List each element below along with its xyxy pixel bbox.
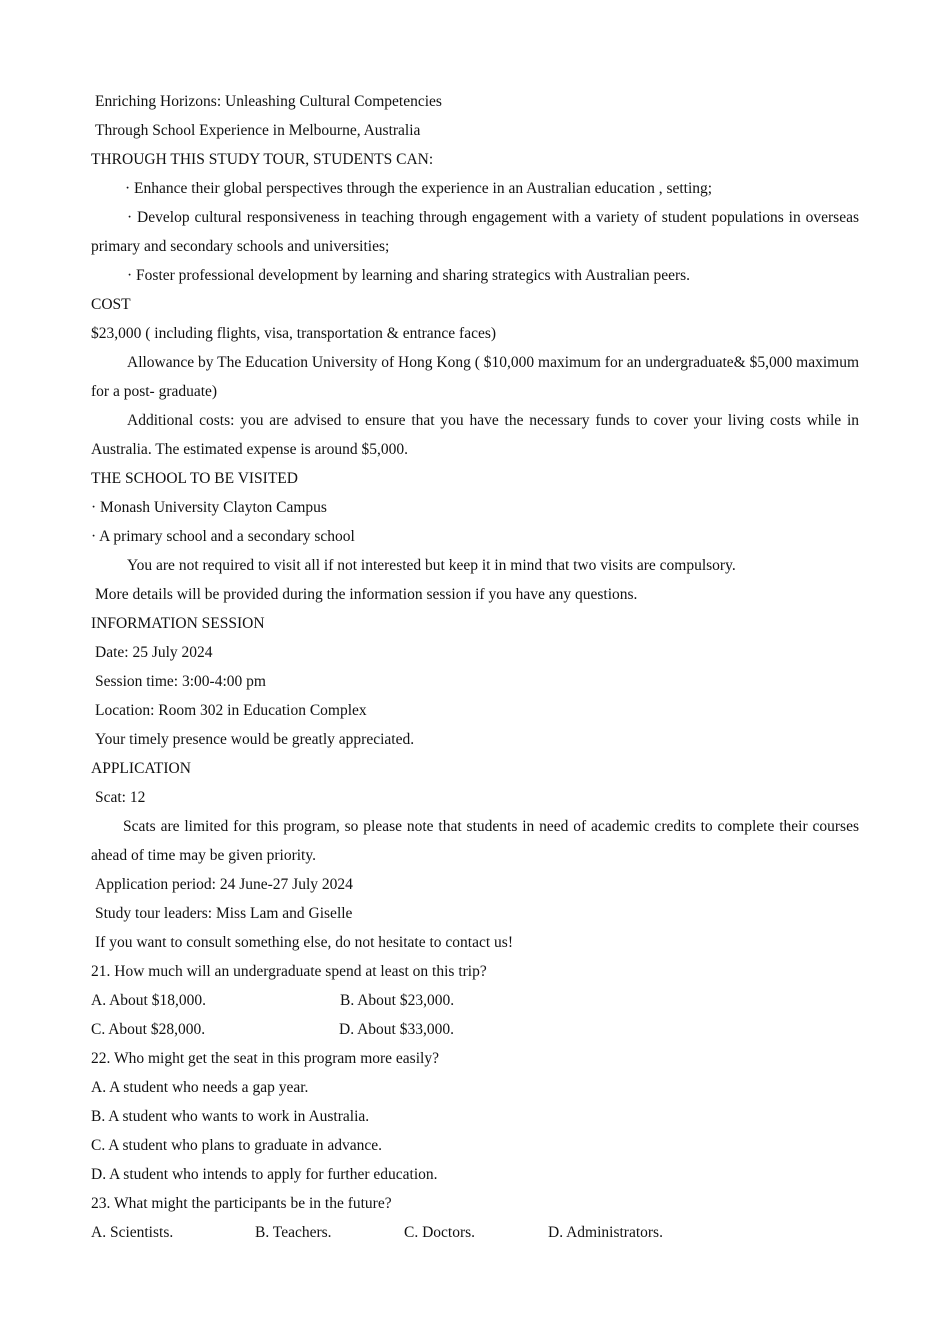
question-21-options-row-1: [91, 986, 859, 1015]
question-23-option-b: B. Teachers.: [255, 1224, 332, 1241]
info-session-presence: Your timely presence would be greatly appreciated.: [95, 731, 415, 748]
question-23-options-row: [91, 1218, 859, 1247]
question-23-option-c: C. Doctors.: [404, 1224, 476, 1241]
cost-price: $23,000 ( including flights, visa, transportation & entrance faces): [91, 325, 497, 342]
question-21-stem: 21. How much will an undergraduate spend at least on this trip?: [91, 963, 487, 980]
application-period: Application period: 24 June-27 July 2024: [95, 876, 353, 893]
objective-item: · Foster professional development by learning and sharing strategics with Australian peers.: [127, 267, 691, 284]
info-session-heading: INFORMATION SESSION: [91, 615, 265, 632]
school-item: · A primary school and a secondary school: [91, 528, 355, 545]
question-22-option-c: C. A student who plans to graduate in advance.: [91, 1137, 382, 1154]
title-line-2: Through School Experience in Melbourne, Australia: [95, 122, 421, 139]
info-session-date: Date: 25 July 2024: [95, 644, 213, 661]
application-heading: APPLICATION: [91, 760, 191, 777]
question-23-option-d: D. Administrators.: [548, 1224, 663, 1241]
objective-item: · Develop cultural responsiveness in teaching through engagement with a variety of student populations in overseas primary and secondary schools and universities;: [91, 209, 859, 255]
question-21-option-b: B. About $23,000.: [340, 992, 455, 1009]
schools-heading: THE SCHOOL TO BE VISITED: [91, 470, 298, 487]
title-line-1: Enriching Horizons: Unleashing Cultural Competencies: [95, 93, 442, 110]
info-session-location: Location: Room 302 in Education Complex: [95, 702, 367, 719]
question-21-options-row-2: [91, 1015, 859, 1044]
schools-more: More details will be provided during the information session if you have any questions.: [95, 586, 638, 603]
application-limited: Scats are limited for this program, so please note that students in need of academic credits to complete their courses ahead of time may be given priority.: [91, 818, 859, 864]
question-22-option-b: B. A student who wants to work in Australia.: [91, 1108, 370, 1125]
school-item: · Monash University Clayton Campus: [91, 499, 327, 516]
objectives-heading: THROUGH THIS STUDY TOUR, STUDENTS CAN:: [91, 151, 434, 168]
cost-allowance: Allowance by The Education University of Hong Kong ( $10,000 maximum for an undergraduate& $5,000 maximum for a post- graduate): [91, 354, 859, 400]
question-22-option-a: A. A student who needs a gap year.: [91, 1079, 309, 1096]
question-22-stem: 22. Who might get the seat in this program more easily?: [91, 1050, 439, 1067]
document-page: [91, 87, 859, 1247]
cost-additional: Additional costs: you are advised to ensure that you have the necessary funds to cover your living costs while in Australia. The estimated expense is around $5,000.: [91, 412, 859, 458]
schools-note: You are not required to visit all if not interested but keep it in mind that two visits are compulsory.: [127, 557, 736, 574]
question-22-option-d: D. A student who intends to apply for further education.: [91, 1166, 438, 1183]
info-session-time: Session time: 3:00-4:00 pm: [95, 673, 266, 690]
question-21-option-c: C. About $28,000.: [91, 1021, 206, 1038]
application-seat: Scat: 12: [95, 789, 146, 806]
application-leaders: Study tour leaders: Miss Lam and Giselle: [95, 905, 353, 922]
question-23-option-a: A. Scientists.: [91, 1224, 174, 1241]
question-23-stem: 23. What might the participants be in the future?: [91, 1195, 392, 1212]
cost-heading: COST: [91, 296, 131, 313]
question-21-option-d: D. About $33,000.: [339, 1021, 454, 1038]
objective-item: · Enhance their global perspectives through the experience in an Australian education , setting;: [125, 180, 713, 197]
application-contact: If you want to consult something else, do not hesitate to contact us!: [95, 934, 513, 951]
question-21-option-a: A. About $18,000.: [91, 992, 206, 1009]
